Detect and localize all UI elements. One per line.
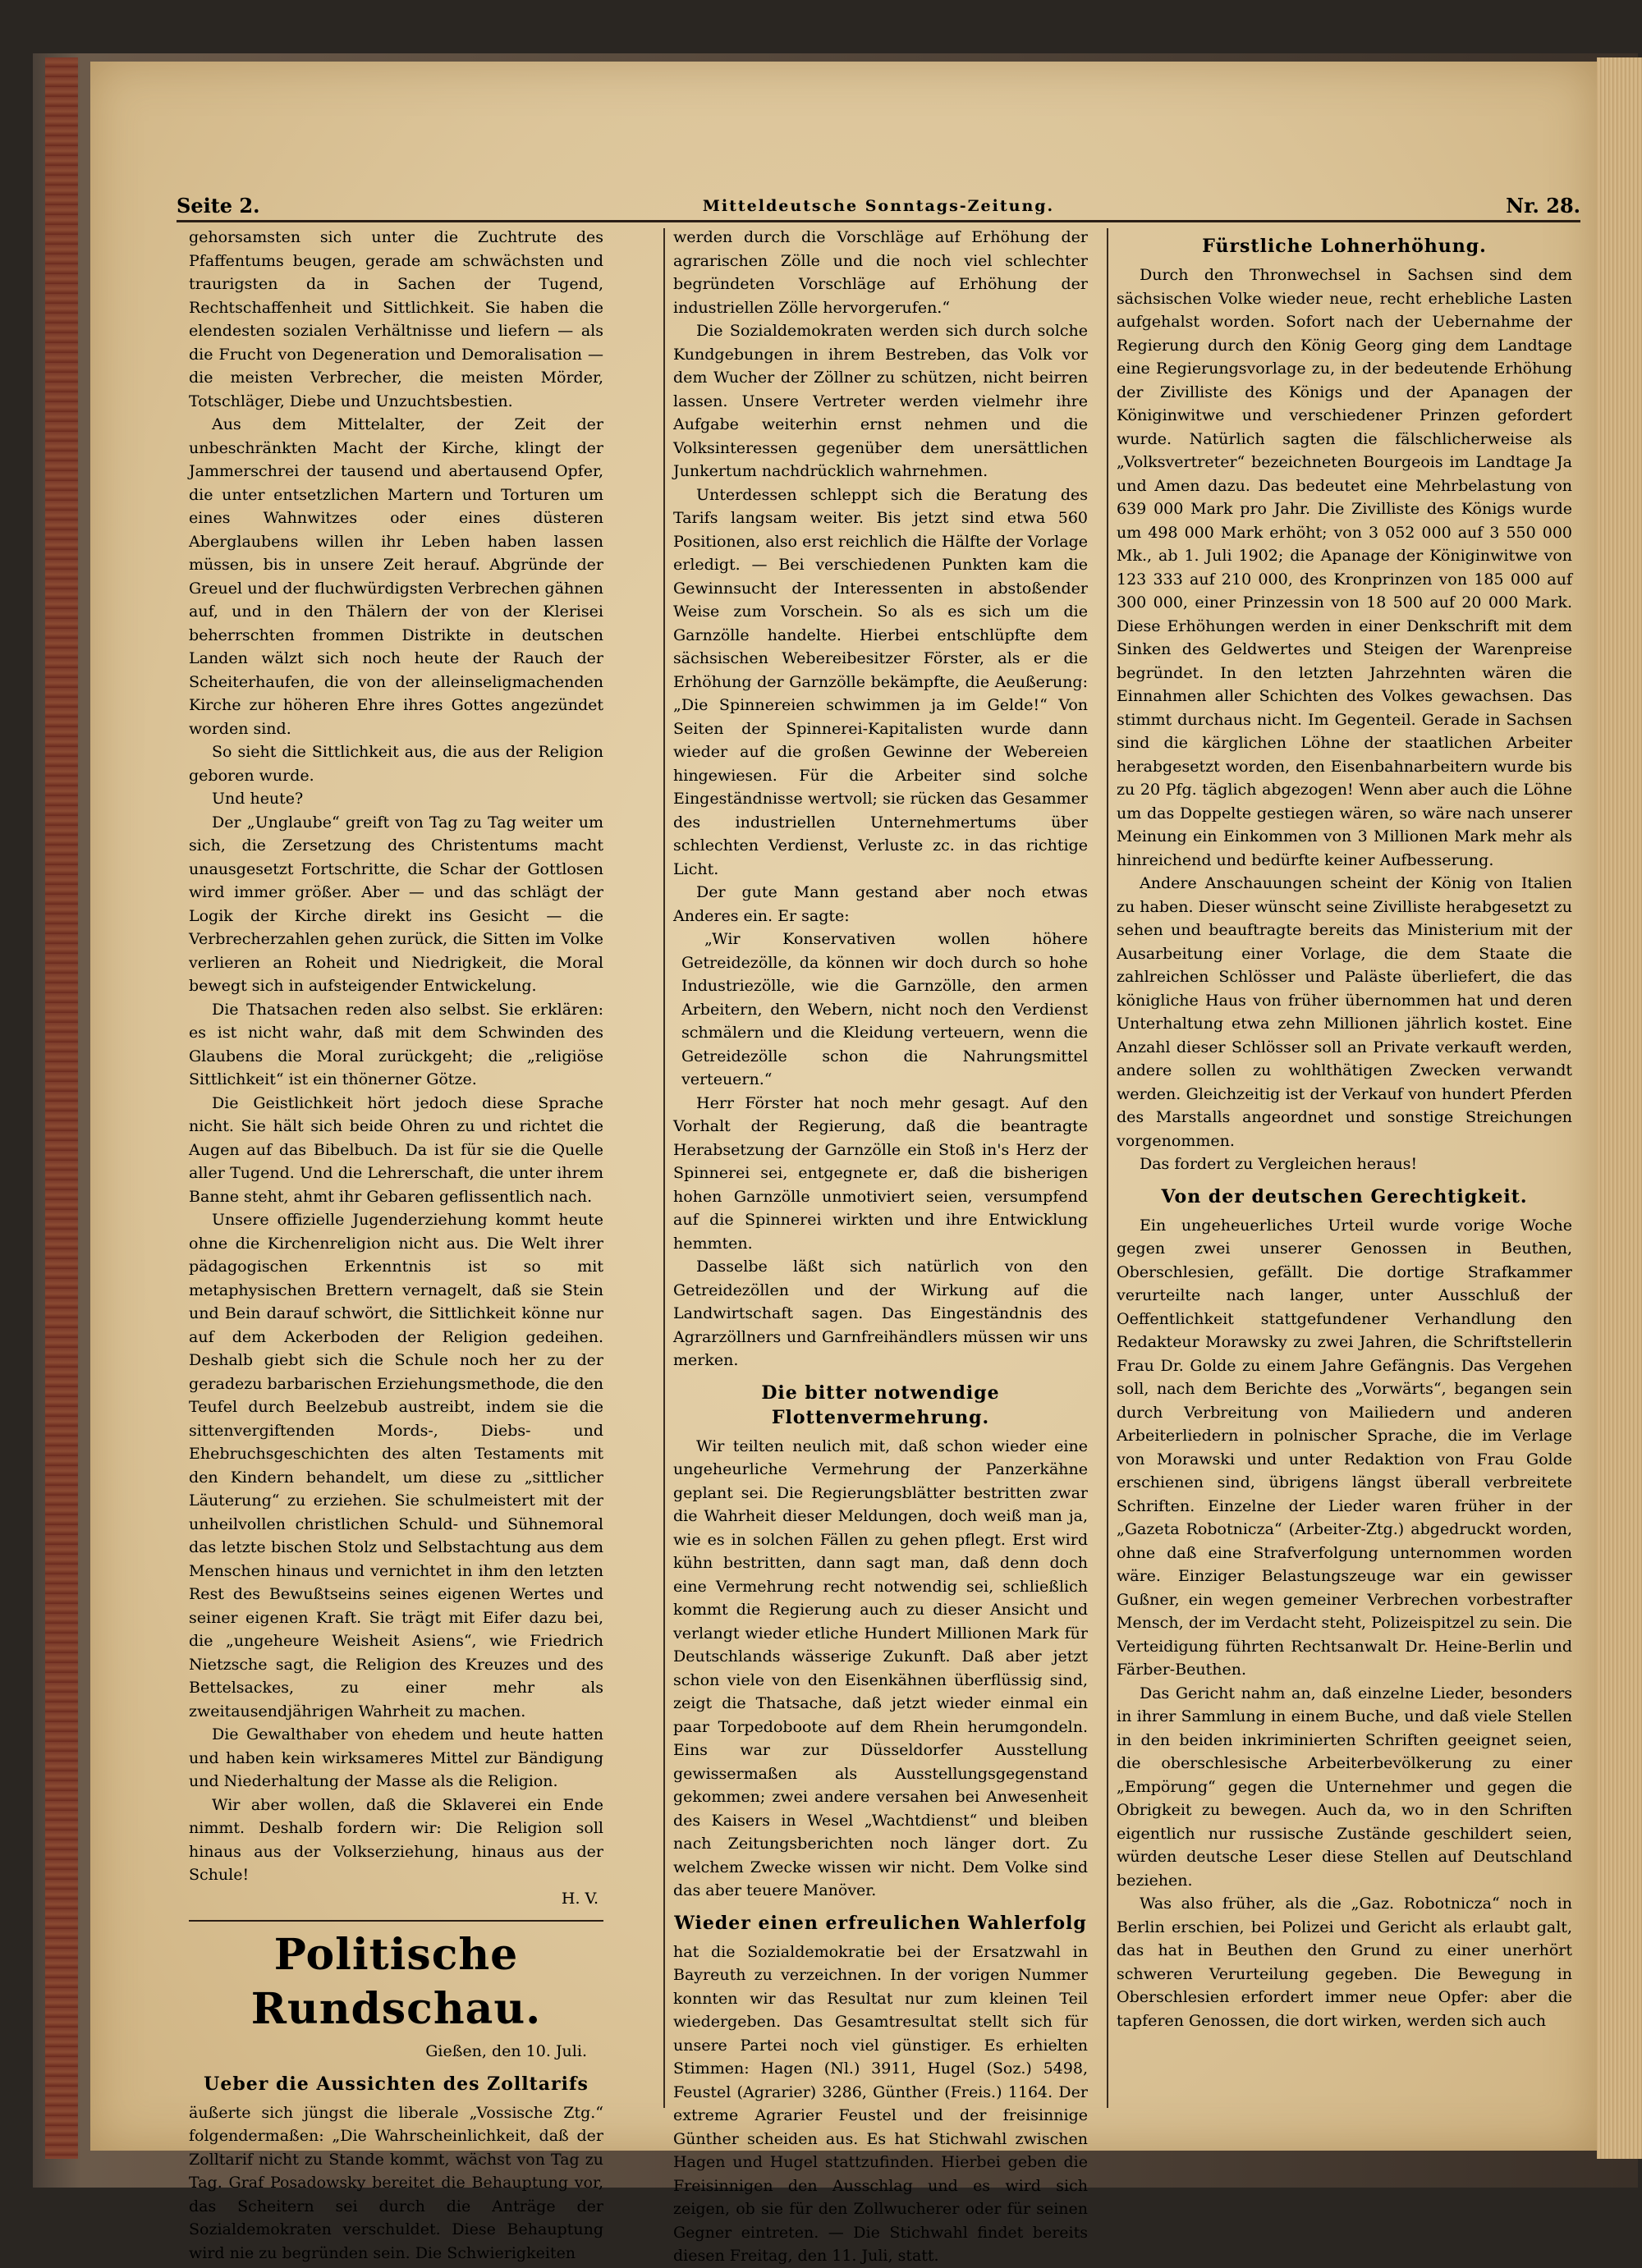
- page-number: Seite 2.: [177, 194, 260, 218]
- paragraph: gehorsamsten sich unter die Zuchtrute des Pfaffentums beugen, gerade am schwächsten und traurigsten da in Sachen der Tugend, Rechtschaffenheit und Sittlichkeit. Sie haben die elendesten sozialen Verhältnisse und liefern — als die Frucht von Degeneration und Demoralisation — die meisten Verbrecher, die meisten Mörder, Totschläger, Diebe und Unzuchtsbestien.: [189, 228, 603, 410]
- paragraph: Unsere offizielle Jugenderziehung kommt heute ohne die Kirchenreligion nicht aus. Die Welt ihrer pädagogischen Erkenntnis ist so mit metaphysischen Brettern vernagelt, daß sie Stein und Bein darauf schwört, die Sittlichkeit könne nur auf dem Ackerboden der Religion gedeihen. Deshalb giebt sich die Schule noch her zu der geradezu barbarischen Erziehungsmethode, die den Teufel durch Beelzebub austreibt, indem sie die sittenvergiftenden Mords-, Diebs- und Ehebruchsgeschichten des alten Testaments mit den Kindern behandelt, um diese zu „sittlicher Läuterung“ zu erziehen. Sie schulmeistert mit der unheilvollen christlichen Schuld- und Sühnemoral das letzte bischen Stolz und Selbstachtung aus dem Menschen hinaus und vernichtet in ihm den letzten Rest des Bewußtseins seines eigenen Wertes und seiner eigenen Kraft. Sie trägt mit Eifer dazu bei, die „ungeheure Weisheit Asiens“, wie Friedrich Nietzsche sagt, die Religion des Kreuzes und des Bettelsackes, zu einer mehr als zweitausendjährigen Wahrheit zu machen.: [189, 1211, 604, 1720]
- paragraph: Herr Förster hat noch mehr gesagt. Auf den Vorhalt der Regierung, daß die beantragte Herabsetzung der Garnzölle ein Stoß in's Herz der Spinnerei sei, entgegnete er, daß die bisherigen hohen Garnzölle unmotiviert seien, versumpfend auf die Spinnerei wirkten und ihre Entwicklung hemmten.: [673, 1093, 1088, 1253]
- dateline: Gießen, den 10. Juli.: [425, 2042, 587, 2060]
- paragraph: werden durch die Vorschläge auf Erhöhung der agrarischen Zölle und die noch viel schlechter begründeten Vorschläge auf Erhöhung der industriellen Zölle hervorgerufen.“: [673, 228, 1088, 317]
- paragraph: Aus dem Mittelalter, der Zeit der unbeschränkten Macht der Kirche, klingt der Jammerschrei der tausend und abertausend Opfer, die unter entsetzlichen Martern und Torturen um eines Wahnwitzes oder eines düsteren Aberglaubens willen ihr Leben haben lassen müssen, bis in unsere Zeit herauf. Abgründe der Greuel und der fluchwürdigsten Verbrechen gähnen auf, und in den Thälern der von der Klerisei beherrschten frommen Distrikte in deutschen Landen wälzt sich noch heute der Rauch der Scheiterhaufen, die von der alleinseligmachenden Kirche zur höheren Ehre ihres Gottes angezündet worden sind.: [189, 415, 603, 738]
- paragraph: Was also früher, als die „Gaz. Robotnicza“ noch in Berlin erschien, bei Polizei und Gericht als erlaubt galt, das hat in Beuthen den Grund zu einer unerhört schweren Verurteilung gegeben. Die Bewegung in Oberschlesien erfordert immer neue Opfer: aber die tapferen Genossen, die dort wirken, werden sich auch: [1117, 1895, 1572, 2030]
- section-title: Politische Rundschau.: [250, 1930, 542, 2034]
- paragraph: So sieht die Sittlichkeit aus, die aus der Religion geboren wurde.: [189, 743, 603, 785]
- book-spine: [45, 57, 78, 2159]
- paragraph: Das fordert zu Vergleichen heraus!: [1140, 1155, 1418, 1173]
- quotation: „Wir Konservativen wollen höhere Getreidezölle, da können wir doch durch so hohe Industriezölle, wie die Garnzölle, den armen Arbeitern, den Webern, nicht noch den Verdienst schmälern und die Kleidung verteuern, wenn die Getreidezölle schon die Nahrungsmittel verteuern.“: [681, 930, 1088, 1088]
- paragraph: Dasselbe läßt sich natürlich von den Getreidezöllen und der Wirkung auf die Landwirtschaft sagen. Das Eingeständnis des Agrarzöllners und Garnfreihändlers müssen wir uns merken.: [673, 1258, 1088, 1369]
- column-2: [673, 226, 1088, 2265]
- paragraph: hat die Sozialdemokratie bei der Ersatzwahl in Bayreuth zu verzeichnen. In der vorigen Nummer konnten wir das Resultat nur zum kleinen Teil wiedergeben. Das Gesamtresultat stellt sich für unsere Partei noch viel günstiger. Es erhielten Stimmen: Hagen (Nl.) 3911, Hugel (Soz.) 5498, Feustel (Agrarier) 3286, Günther (Freis.) 1164. Der extreme Agrarier Feustel und der freisinnige Günther scheiden aus. Es hat Stichwahl zwischen Hagen und Hugel stattzufinden. Hierbei geben die Freisinnigen den Ausschlag und es wird sich zeigen, ob sie für den Zollwucherer oder für seinen Gegner eintreten. — Die Stichwahl findet bereits diesen Freitag, den 11. Juli, statt.: [673, 1942, 1088, 2265]
- column-1: [189, 226, 604, 2262]
- paragraph: Ein ungeheuerliches Urteil wurde vorige Woche gegen zwei unserer Genossen in Beuthen, Oberschlesien, gefällt. Die dortige Strafkammer verurteilte nach langer, unter Ausschluß der Oeffentlichkeit stattgefundener Verhandlung den Redakteur Morawsky zu zwei Jahren, die Schriftstellerin Frau Dr. Golde zu einem Jahre Gefängnis. Das Vergehen soll, nach dem Berichte des „Vorwärts“, begangen sein durch Verbreitung von Mailiedern und anderen Arbeiterliedern in polnischer Sprache, die im Verlage von Morawski und unter Redaktion von Frau Golde erschienen sind, übrigens längst überall verbreitete Schriften. Einzelne der Lieder waren früher in der „Gazeta Robotnicza“ (Arbeiter-Ztg.) abgedruckt worden, ohne daß eine Strafverfolgung unternommen worden wäre. Einziger Belastungszeuge war ein gewisser Gußner, ein wegen gemeiner Verbrechen vorbestrafter Mensch, der im Verdacht steht, Polizeispitzel zu sein. Die Verteidigung führten Rechtsanwalt Dr. Heine-Berlin und Färber-Beuthen.: [1117, 1216, 1572, 1679]
- issue-number: Nr. 28.: [1506, 194, 1580, 218]
- paragraph: Die Gewalthaber von ehedem und heute hatten und haben kein wirksameres Mittel zur Bändigung und Niederhaltung der Masse als die Religion.: [189, 1725, 603, 1790]
- paragraph: Andere Anschauungen scheint der König von Italien zu haben. Dieser wünscht seine Zivilliste herabgesetzt zu sehen und beauftragte bereits das Ministerium mit der Ausarbeitung einer Vorlage, die dem Staate die zahlreichen Schlösser und Paläste überliefert, die das königliche Haus von früher übernommen hat und deren Unterhaltung etwa zehn Millionen jährlich kostet. Eine Anzahl dieser Schlösser soll an Private verkauft werden, andere sollen zu wohlthätigen Zwecken verwandt werden. Gleichzeitig ist der Verkauf von hundert Pferden des Marstalls angeordnet und sonstige Streichungen vorgenommen.: [1117, 874, 1572, 1150]
- page-header: [177, 189, 1580, 222]
- paragraph: äußerte sich jüngst die liberale „Vossische Ztg.“ folgendermaßen: „Die Wahrscheinlichkeit, daß der Zolltarif nicht zu Stande kommt, wächst von Tag zu Tag. Graf Posadowsky bereitet die Behauptung vor, das Scheitern sei durch die Anträge der Sozialdemokraten verschuldet. Diese Behauptung wird nie zu begründen sein. Die Schwierigkeiten: [189, 2103, 603, 2262]
- paragraph: Durch den Thronwechsel in Sachsen sind dem sächsischen Volke wieder neue, recht erhebliche Lasten aufgehalst worden. Sofort nach der Uebernahme der Regierung durch den König Georg ging dem Landtage eine Regierungsvorlage zu, in der bedeutende Erhöhung der Zivilliste des Königs und der Apanagen der Königinwitwe und verschiedener Prinzen gefordert wurde. Natürlich sagten die fälschlicherweise als „Volksvertreter“ bezeichneten Bourgeois im Landtage Ja und Amen dazu. Das bedeutet eine Mehrbelastung von 639 000 Mark pro Jahr. Die Zivilliste des Königs wurde um 498 000 Mark erhöht; von 3 052 000 auf 3 550 000 Mk., ab 1. Juli 1902; die Apanage der Königinwitwe von 123 333 auf 210 000, des Kronprinzen von 185 000 auf 300 000, einer Prinzessin von 18 500 auf 20 000 Mark. Diese Erhöhungen werden in einer Denkschrift mit dem Sinken des Geldwertes und Steigen der Warenpreise begründet. In den letzten Jahrzehnten wären die Einnahmen aller Schichten des Volkes gewachsen. Das stimmt durchaus nicht. Im Gegenteil. Gerade in Sachsen sind die kärglichen Löhne der staatlichen Arbeiter herabgesetzt worden, den Eisenbahnarbeitern wurde bis zu 20 Pfg. täglich abgezogen! Wenn aber auch die Löhne um das Doppelte gestiegen wären, so wäre nach unserer Meinung ein Einkommen von 3 Millionen Mark mehr als hinreichend und bedürfte keiner Aufbesserung.: [1117, 266, 1572, 869]
- column-rule-1: [663, 228, 665, 2108]
- page-edges: [1597, 57, 1642, 2159]
- column-rule-2: [1107, 228, 1108, 2108]
- paragraph: Das Gericht nahm an, daß einzelne Lieder, besonders in ihrer Sammlung in einem Buche, und daß viele Stellen in den beiden inkriminierten Schriften geeignet seien, die oberschlesische Arbeiterbevölkerung zu einer „Empörung“ gegen die Unternehmer und gegen die Obrigkeit zu bewegen. Auch da, wo in den Schriften eigentlich nur russische Zustände geschildert seien, würden deutsche Leser diese Stellen auf Deutschland beziehen.: [1117, 1684, 1572, 1890]
- column-3: [1117, 226, 1572, 2105]
- article-heading: Fürstliche Lohnerhöhung.: [1202, 236, 1487, 257]
- paragraph: Wir teilten neulich mit, daß schon wieder eine ungeheurliche Vermehrung der Panzerkähne geplant sei. Die Regierungsblätter bestritten zwar die Wahrheit dieser Meldungen, doch weiß man ja, wie es in solchen Fällen zu gehen pflegt. Erst wird kühn bestritten, dann sagt man, daß denn doch eine Vermehrung recht notwendig sei, schließlich kommt die Regierung auch zu dieser Ansicht und verlangt wieder etliche Hundert Millionen Mark für Deutschlands wässerige Zukunft. Daß aber jetzt schon viele von den Eisenkähnen überflüssig sind, zeigt die Thatsache, daß jetzt wieder einmal ein paar Torpedoboote auf dem Rhein herumgondeln. Eins war zur Düsseldorfer Ausstellung gewissermaßen als Ausstellungsgegenstand gekommen; zwei andere versahen bei Anwesenheit des Kaisers in Wesel „Wachtdienst“ und bleiben nach Zeitungsberichten noch länger dort. Zu welchem Zwecke wissen wir nicht. Dem Volke sind das aber teuere Manöver.: [673, 1436, 1088, 1899]
- paragraph: Wir aber wollen, daß die Sklaverei ein Ende nimmt. Deshalb fordern wir: Die Religion soll hinaus aus der Volkserziehung, hinaus aus der Schule!: [189, 1795, 603, 1884]
- paragraph: Der „Unglaube“ greift von Tag zu Tag weiter um sich, die Zersetzung des Christentums macht unausgesetzt Fortschritte, die Schar der Gottlosen wird immer größer. Aber — und das schlägt der Logik der Kirche direkt ins Gesicht — die Verbrecherzahlen gehen zurück, die Sitten im Volke verlieren an Roheit und Niedrigkeit, die Moral bewegt sich in aufsteigender Entwickelung.: [189, 813, 603, 995]
- author-signature: H. V.: [561, 1889, 599, 1908]
- article-heading: Wieder einen erfreulichen Wahlerfolg: [674, 1912, 1087, 1934]
- paragraph: Die Geistlichkeit hört jedoch diese Sprache nicht. Sie hält sich beide Ohren zu und richtet die Augen auf das Bibelbuch. Da ist für sie die Quelle aller Tugend. Und die Lehrerschaft, die unter ihrem Banne steht, ahmt ihr Gebaren geflissentlich nach.: [189, 1093, 603, 1206]
- section-divider: [189, 1920, 603, 1922]
- newspaper-title: Mitteldeutsche Sonntags-Zeitung.: [702, 197, 1055, 215]
- paragraph: Unterdessen schleppt sich die Beratung des Tarifs langsam weiter. Bis jetzt sind etwa 560 Positionen, also erst reichlich die Hälfte der Vorlage erledigt. — Bei verschiedenen Punkten kam die Gewinnsucht der Interessenten in abstoßender Weise zum Vorschein. So als es sich um die Garnzölle handelte. Hierbei entschlüpfte dem sächsischen Webereibesitzer Förster, als er die Erhöhung der Garnzölle bekämpfte, die Aeußerung: „Die Spinnereien schwimmen ja im Gelde!“ Von Seiten der Spinnerei-Kapitalisten wurde dann wieder auf die großen Gewinne der Webereien hingewiesen. Für die Arbeiter sind solche Eingeständnisse wertvoll; sie rücken das Gesammer des industriellen Unternehmertums über schlechten Verdienst, Verluste zc. in das richtige Licht.: [673, 485, 1088, 878]
- article-heading: Die bitter notwendige Flottenvermehrung.: [761, 1381, 1000, 1428]
- paragraph: Und heute?: [212, 790, 304, 808]
- paragraph: Der gute Mann gestand aber noch etwas Anderes ein. Er sagte:: [673, 883, 1088, 925]
- header-rule: [177, 220, 1580, 222]
- paragraph: Die Thatsachen reden also selbst. Sie erklären: es ist nicht wahr, daß mit dem Schwinden des Glaubens die Moral zurückgeht; die „religiöse Sittlichkeit“ ist ein thönerner Götze.: [189, 1000, 603, 1088]
- article-heading: Von der deutschen Gerechtigkeit.: [1161, 1185, 1528, 1207]
- paragraph: Die Sozialdemokraten werden sich durch solche Kundgebungen in ihrem Bestreben, das Volk vor dem Wucher der Zöllner zu schützen, nicht beirren lassen. Unsere Vertreter werden vielmehr ihre Aufgabe weiterhin ernst nehmen und die Volksinteressen gegenüber dem unersättlichen Junkertum nachdrücklich wahrnehmen.: [673, 322, 1088, 480]
- article-heading: Ueber die Aussichten des Zolltarifs: [204, 2073, 589, 2095]
